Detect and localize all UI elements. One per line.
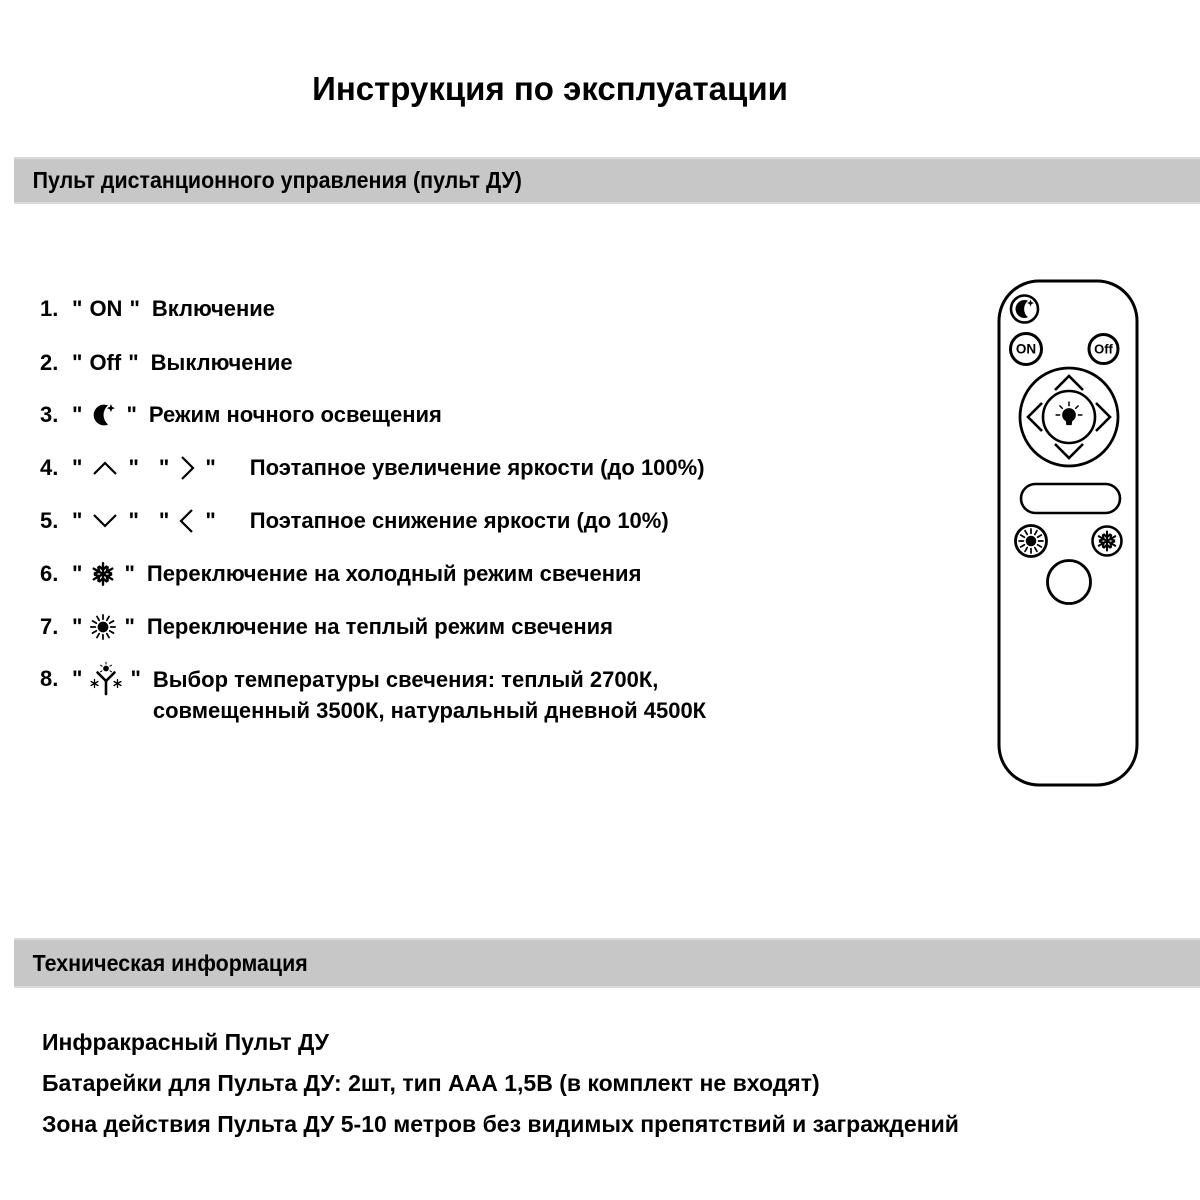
list-item-brightness-up [40,453,705,483]
open-quote: " [72,455,83,480]
tech-info-line: Инфракрасный Пульт ДУ [42,1029,329,1055]
moon-icon [89,400,119,430]
section-header-tech-label: Техническая информация [32,949,308,976]
item-number: 8. [40,666,59,691]
quoted-symbol [72,294,140,324]
item-text-line-1: Выбор температуры свечения: теплый 2700К, [152,667,659,692]
chevron-up-icon [89,453,121,483]
item-text: Переключение на теплый режим свечения [146,614,614,639]
tech-info-line: Батарейки для Пульта ДУ: 2шт, тип ААА 1,5В (в комплект не входят) [42,1070,820,1096]
close-quote: " [128,455,139,480]
section-header-remote-label: Пульт дистанционного управления (пульт ДУ) [32,167,522,193]
close-quote: " [128,350,139,375]
list-item-cold-mode [40,559,641,589]
on-label: ON [89,296,123,321]
item-text [153,664,706,726]
close-quote: " [129,296,140,321]
quoted-symbol [72,453,139,483]
color-temperature-select-icon [89,664,123,694]
close-quote: " [205,455,216,480]
item-number: 7. [40,614,59,639]
open-quote: " [72,296,83,321]
list-item-off [40,348,293,378]
open-quote: " [72,402,83,427]
quoted-symbol [72,664,141,694]
list-item-on [40,294,275,324]
page-title: Инструкция по эксплуатации [312,70,788,107]
chevron-right-icon [176,453,198,483]
tech-info-line: Зона действия Пульта ДУ 5-10 метров без видимых препятствий и заграждений [42,1111,959,1137]
quoted-symbol [72,348,139,378]
quoted-symbol [159,506,216,536]
quoted-symbol [72,506,139,536]
sun-icon [89,612,117,642]
remote-on-label: ON [1015,341,1037,357]
snowflake-icon [89,559,117,589]
item-text: Выключение [150,350,293,375]
item-number: 5. [40,508,59,533]
item-text: Переключение на холодный режим свечения [146,561,642,586]
close-quote: " [126,402,137,427]
quoted-symbol [72,612,135,642]
close-quote: " [124,561,135,586]
item-number: 3. [40,402,59,427]
off-label: Off [89,350,122,375]
quoted-symbol [159,453,216,483]
section-header-tech [14,938,1200,988]
close-quote: " [124,614,135,639]
remote-off-label: Off [1094,341,1113,357]
section-header-remote [14,157,1200,204]
close-quote: " [128,508,139,533]
open-quote: " [72,614,83,639]
close-quote: " [205,508,216,533]
item-number: 4. [40,455,59,480]
item-number: 1. [40,296,59,321]
item-number: 6. [40,561,59,586]
open-quote: " [72,561,83,586]
item-text-line-2: совмещенный 3500К, натуральный дневной 4500К [152,698,707,723]
chevron-down-icon [89,506,121,536]
open-quote: " [72,508,83,533]
open-quote: " [158,508,170,533]
item-text: Поэтапное снижение яркости (до 10%) [249,508,669,533]
list-item-night-mode [40,400,442,430]
item-text: Включение [151,296,276,321]
chevron-left-icon [176,506,198,536]
list-item-brightness-down [40,506,669,536]
open-quote: " [72,350,83,375]
list-item-warm-mode [40,612,613,642]
item-text: Поэтапное увеличение яркости (до 100%) [249,455,705,480]
list-item-color-temperature [40,664,706,726]
quoted-symbol [72,559,135,589]
close-quote: " [130,666,141,691]
open-quote: " [158,455,170,480]
open-quote: " [72,666,83,691]
item-number: 2. [40,350,59,375]
item-text: Режим ночного освещения [148,402,442,427]
remote-control-illustration [993,276,1143,791]
quoted-symbol [72,400,137,430]
